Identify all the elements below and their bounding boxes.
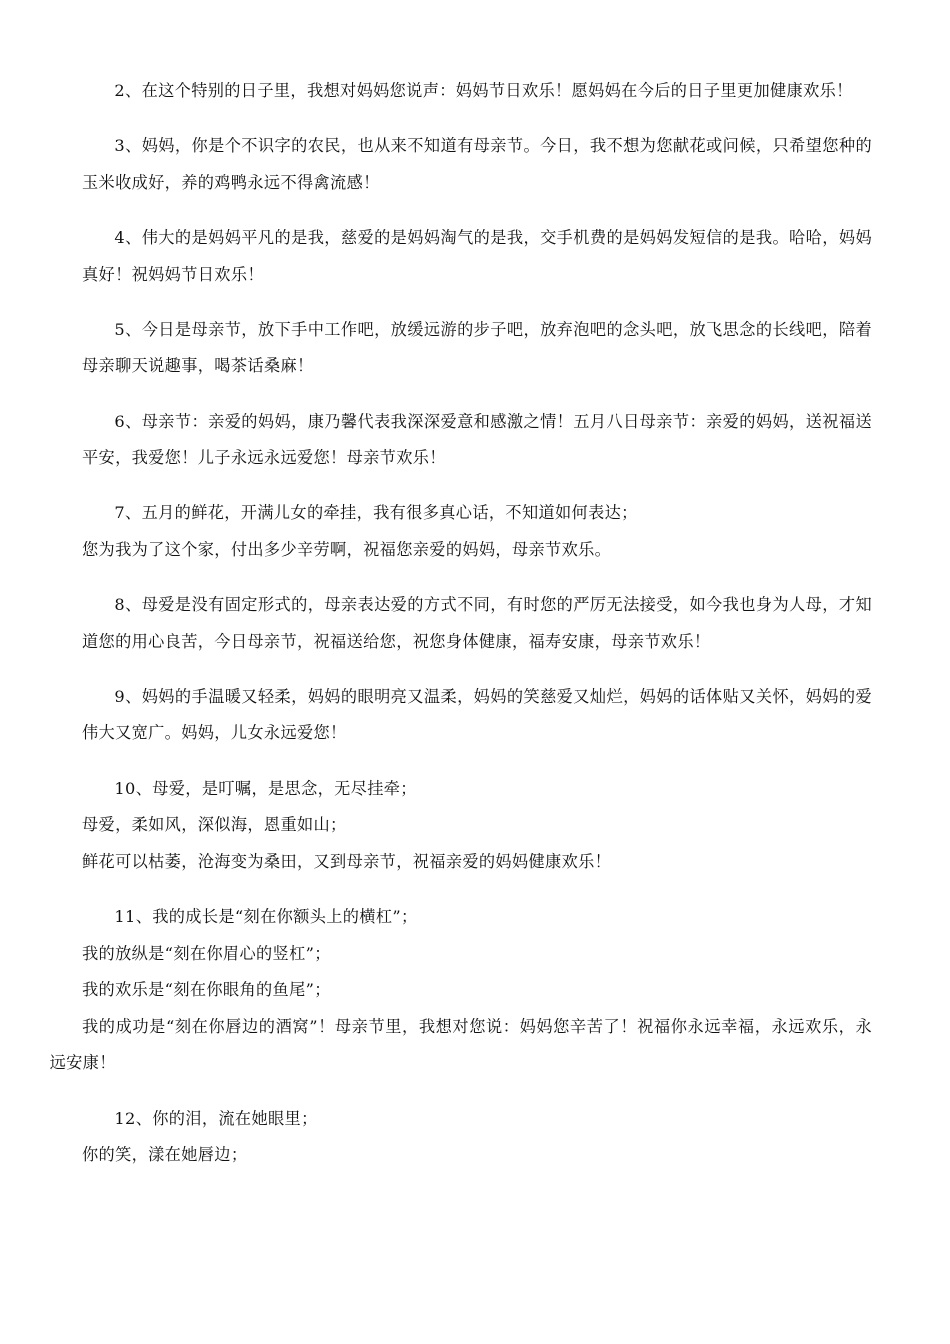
paragraph — [82, 587, 872, 660]
paragraph — [49, 899, 872, 1082]
paragraph-line: 5、今日是母亲节，放下手中工作吧，放缓远游的步子吧，放弃泡吧的念头吧，放飞思念的长线吧，陪着母亲聊天说趣事，喝茶话桑麻！ — [82, 319, 872, 376]
paragraph-line: 鲜花可以枯萎，沧海变为桑田，又到母亲节，祝福亲爱的妈妈健康欢乐！ — [82, 851, 612, 871]
paragraph-line: 7、五月的鲜花，开满儿女的牵挂，我有很多真心话，不知道如何表达； — [114, 503, 638, 523]
paragraph-line: 12、你的泪，流在她眼里； — [114, 1108, 318, 1128]
paragraph-line: 3、妈妈，你是个不识字的农民，也从来不知道有母亲节。今日，我不想为您献花或问候，只希望您种的玉米收成好，养的鸡鸭永远不得禽流感！ — [82, 136, 872, 192]
paragraph-line: 您为我为了这个家，付出多少辛劳啊，祝福您亲爱的妈妈，母亲节欢乐。 — [82, 539, 612, 559]
paragraph-line: 9、妈妈的手温暖又轻柔，妈妈的眼明亮又温柔，妈妈的笑慈爱又灿烂，妈妈的话体贴又关怀，妈妈的爱伟大又宽广。妈妈，儿女永远爱您！ — [82, 686, 872, 743]
paragraph — [82, 679, 872, 752]
paragraph-line: 6、母亲节：亲爱的妈妈，康乃馨代表我深深爱意和感激之情！五月八日母亲节：亲爱的妈妈，送祝福送平安，我爱您！儿子永远永远爱您！母亲节欢乐！ — [82, 411, 872, 468]
paragraph-line: 我的成功是“刻在你唇边的酒窝”！母亲节里，我想对您说：妈妈您辛苦了！祝福你永远幸福，永远欢乐，永远安康！ — [49, 1016, 872, 1073]
paragraph — [82, 1101, 872, 1174]
paragraph — [82, 404, 872, 477]
paragraph-line: 10、母爱，是叮嘱，是思念，无尽挂牵； — [114, 778, 417, 798]
paragraph-line: 11、我的成长是“刻在你额头上的横杠”； — [114, 907, 418, 927]
paragraph-line: 我的放纵是“刻在你眉心的竖杠”； — [82, 943, 331, 963]
document-page — [49, 73, 872, 1192]
paragraph — [82, 771, 872, 881]
paragraph — [82, 312, 872, 385]
paragraph — [82, 73, 872, 110]
paragraph-line: 8、母爱是没有固定形式的，母亲表达爱的方式不同，有时您的严厉无法接受，如今我也身为人母，才知道您的用心良苦，今日母亲节，祝福送给您，祝您身体健康，福寿安康，母亲节欢乐！ — [82, 595, 872, 651]
paragraph-line: 4、伟大的是妈妈平凡的是我，慈爱的是妈妈淘气的是我，交手机费的是妈妈发短信的是我。哈哈，妈妈真好！祝妈妈节日欢乐！ — [82, 227, 872, 284]
paragraph-line: 我的欢乐是“刻在你眼角的鱼尾”； — [82, 980, 331, 1000]
paragraph-line: 母爱，柔如风，深似海，恩重如山； — [82, 815, 347, 835]
paragraph — [82, 220, 872, 293]
paragraph-line: 2、在这个特别的日子里，我想对妈妈您说声：妈妈节日欢乐！愿妈妈在今后的日子里更加健康欢乐！ — [114, 81, 853, 100]
paragraph — [82, 495, 872, 568]
paragraph — [82, 128, 872, 201]
paragraph-line: 你的笑，漾在她唇边； — [82, 1145, 248, 1165]
